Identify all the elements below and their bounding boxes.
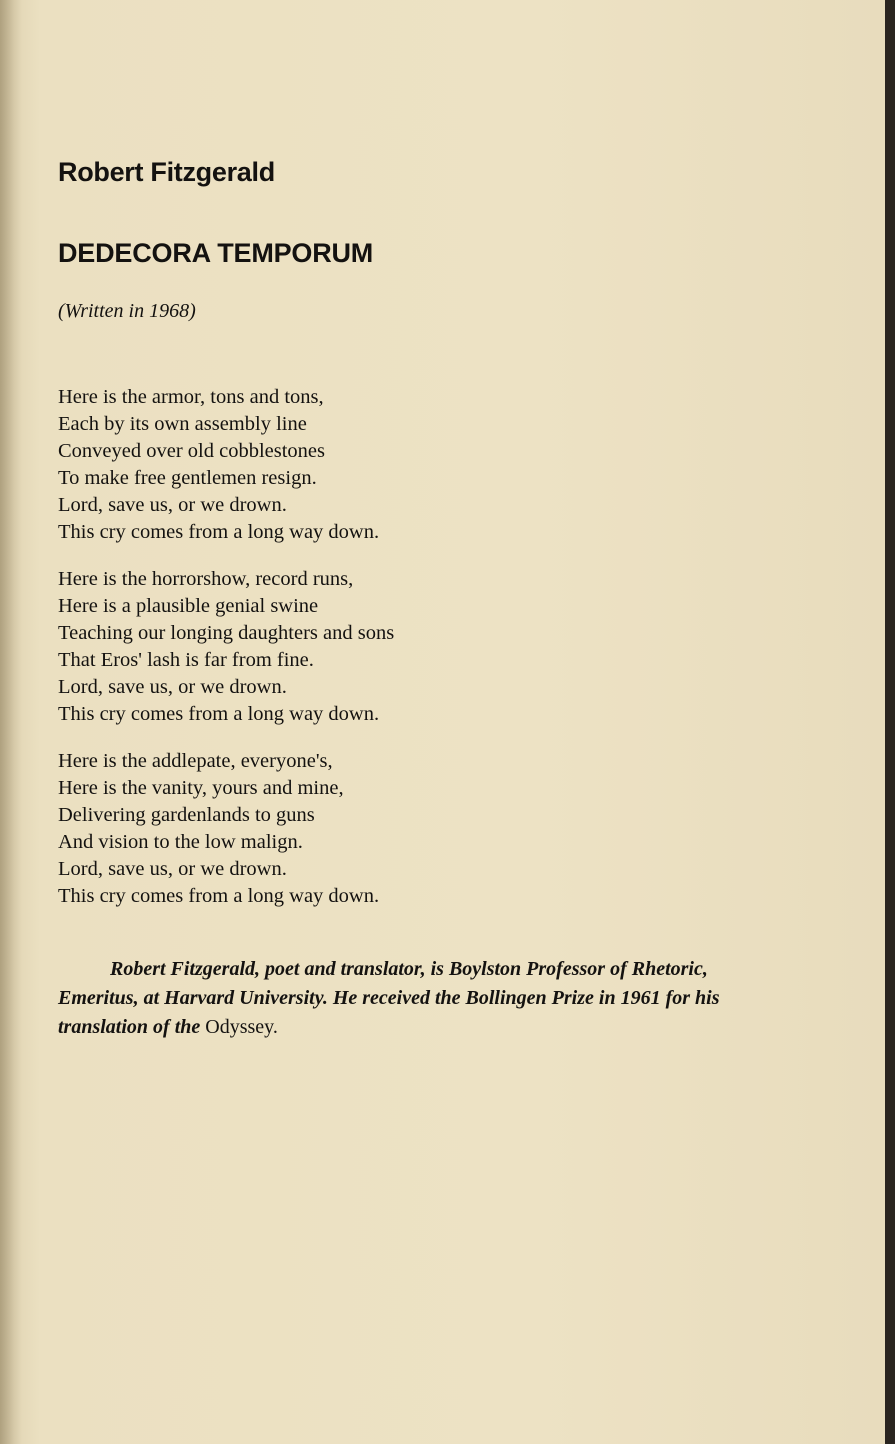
poem-line: Each by its own assembly line — [58, 413, 307, 435]
stanza-1 — [58, 384, 394, 546]
page-edge — [885, 0, 895, 1444]
bio-end: . — [272, 1016, 278, 1038]
poem-line: And vision to the low malign. — [58, 831, 303, 853]
poem-line: Lord, save us, or we drown. — [58, 494, 287, 516]
stanza-3 — [58, 748, 394, 910]
poem-line: Here is a plausible genial swine — [58, 595, 319, 617]
author-heading: Robert Fitzgerald — [58, 157, 275, 187]
poem-line: Delivering gardenlands to guns — [58, 804, 315, 826]
stanza-2 — [58, 566, 394, 728]
bio-text: Robert Fitzgerald, poet and translator, is Boylston Professor of Rhetoric, Emeritus, at Harvard University. He received the Bollingen Prize in 1961 for his translation of the — [58, 958, 720, 1038]
poem-line: Here is the horrorshow, record runs, — [58, 568, 354, 590]
poem-title: DEDECORA TEMPORUM — [58, 238, 374, 268]
poem-body — [58, 384, 394, 930]
poem-line: To make free gentlemen resign. — [58, 467, 317, 489]
bio-work-title: Odyssey — [205, 1016, 273, 1038]
poem-line: This cry comes from a long way down. — [58, 521, 380, 543]
poem-line: This cry comes from a long way down. — [58, 885, 380, 907]
spine-shadow — [0, 0, 22, 1444]
author-bio — [58, 955, 783, 1042]
poem-line: Here is the armor, tons and tons, — [58, 386, 324, 408]
composition-note: (Written in 1968) — [58, 300, 196, 322]
poem-line: Teaching our longing daughters and sons — [58, 622, 395, 644]
poem-line: That Eros' lash is far from fine. — [58, 649, 314, 671]
poem-line: Lord, save us, or we drown. — [58, 676, 287, 698]
poem-line: Here is the vanity, yours and mine, — [58, 777, 344, 799]
poem-line: Lord, save us, or we drown. — [58, 858, 287, 880]
poem-line: This cry comes from a long way down. — [58, 703, 380, 725]
poem-line: Conveyed over old cobblestones — [58, 440, 326, 462]
poem-line: Here is the addlepate, everyone's, — [58, 750, 333, 772]
